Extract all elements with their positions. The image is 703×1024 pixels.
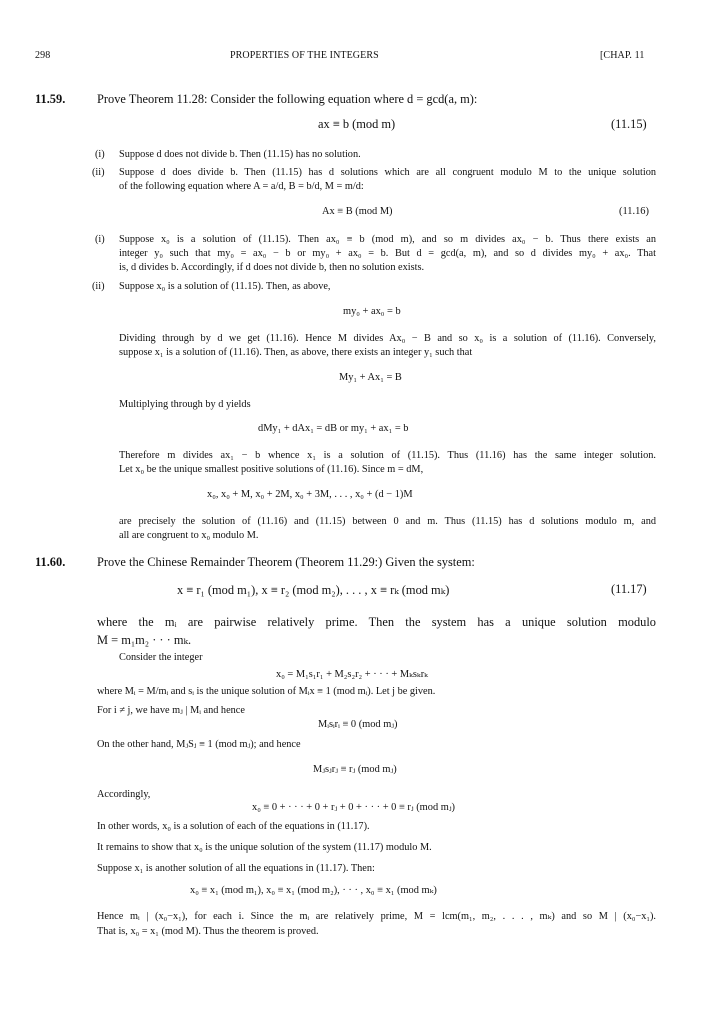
proof-text: Multiplying through by d yields xyxy=(119,399,251,410)
chapter-label: [CHAP. 11 xyxy=(600,50,645,61)
proof-text: Consider the integer xyxy=(119,652,203,663)
problem-text: where the mᵢ are pairwise relatively prime. Then the system has a unique solution modulo xyxy=(97,615,656,629)
problem-statement: Prove the Chinese Remainder Theorem (Theorem 11.29:) Given the system: xyxy=(97,555,475,569)
proof-text: Dividing through by d we get (11.16). Hence M divides Ax₀ − B and so x₀ is a solution of (11.16). Conversely, xyxy=(119,333,656,344)
equation: x₀, x₀ + M, x₀ + 2M, x₀ + 3M, . . . , x₀ + (d − 1)M xyxy=(207,489,413,500)
item-label: (i) xyxy=(95,149,105,160)
equation: My₁ + Ax₁ = B xyxy=(339,372,402,383)
proof-text: That is, x₀ = x₁ (mod M). Thus the theorem is proved. xyxy=(97,926,319,937)
proof-text: suppose x₁ is a solution of (11.16). Then, as above, there exists an integer y₁ such that xyxy=(119,347,473,358)
equation: ax ≡ b (mod m) xyxy=(318,117,396,131)
proof-text: are precisely the solution of (11.16) and (11.15) between 0 and m. Thus (11.15) has d solutions modulo m, and xyxy=(119,516,656,527)
problem-text: M = m₁m₂ · · · mₖ. xyxy=(97,633,192,647)
item-label: (ii) xyxy=(92,167,105,178)
equation: x₀ ≡ 0 + · · · + 0 + rⱼ + 0 + · · · + 0 ≡ rⱼ (mod mⱼ) xyxy=(252,802,456,813)
proof-text: Suppose x₀ is a solution of (11.15). Then, as above, xyxy=(119,281,331,292)
item-label: (i) xyxy=(95,234,105,245)
page-number: 298 xyxy=(35,50,51,61)
item-text: Suppose d does not divide b. Then (11.15) has no solution. xyxy=(119,149,361,160)
proof-text: Accordingly, xyxy=(97,789,151,800)
running-title: PROPERTIES OF THE INTEGERS xyxy=(230,50,379,61)
equation: Ax ≡ B (mod M) xyxy=(322,206,393,217)
proof-text: On the other hand, MⱼSⱼ ≡ 1 (mod mⱼ); and hence xyxy=(97,739,301,750)
proof-text: For i ≠ j, we have mⱼ | Mᵢ and hence xyxy=(97,705,245,716)
item-text: Suppose d does divide b. Then (11.15) has d solutions which are all congruent modulo M to the unique solution xyxy=(119,167,656,178)
equation: x₀ ≡ x₁ (mod m₁), x₀ ≡ x₁ (mod m₂), · · · , x₀ ≡ x₁ (mod mₖ) xyxy=(190,885,437,896)
problem-number: 11.59. xyxy=(35,92,66,106)
equation: my₀ + ax₀ = b xyxy=(343,306,401,317)
equation-label: (11.15) xyxy=(611,117,647,131)
proof-text: integer y₀ such that my₀ = ax₀ − b or my₀ + ax₀ = b. But d = gcd(a, m), and so d divides my₀ + ax₀. That xyxy=(119,248,656,259)
proof-text: In other words, x₀ is a solution of each of the equations in (11.17). xyxy=(97,821,370,832)
problem-number: 11.60. xyxy=(35,555,66,569)
proof-text: where Mᵢ = M/mᵢ and sᵢ is the unique solution of Mᵢx ≡ 1 (mod mᵢ). Let j be given. xyxy=(97,686,436,697)
equation: Mⱼsⱼrⱼ ≡ rⱼ (mod mⱼ) xyxy=(313,764,397,775)
proof-text: Let x₀ be the unique smallest positive solutions of (11.16). Since m = dM, xyxy=(119,464,424,475)
equation: dMy₁ + dAx₁ = dB or my₁ + ax₁ = b xyxy=(258,423,409,434)
proof-text: all are congruent to x₀ modulo M. xyxy=(119,530,259,541)
equation-label: (11.17) xyxy=(611,582,647,596)
item-label: (ii) xyxy=(92,281,105,292)
proof-text: Therefore m divides ax₁ − b whence x₁ is a solution of (11.15). Thus (11.16) has the same integer solution. xyxy=(119,450,656,461)
equation: Mᵢsᵢrᵢ ≡ 0 (mod mⱼ) xyxy=(318,719,398,730)
proof-text: Hence mᵢ | (x₀−x₁), for each i. Since the mᵢ are relatively prime, M = lcm(m₁, m₂, . . . , mₖ) and so M | (x₀−x₁). xyxy=(97,911,656,922)
proof-text: It remains to show that x₀ is the unique solution of the system (11.17) modulo M. xyxy=(97,842,432,853)
proof-text: is, d divides b. Accordingly, if d does not divide b, then no solution exists. xyxy=(119,262,425,273)
equation: x ≡ r₁ (mod m₁), x ≡ r₂ (mod m₂), . . . , x ≡ rₖ (mod mₖ) xyxy=(177,583,450,597)
item-text: of the following equation where A = a/d, B = b/d, M = m/d: xyxy=(119,181,364,192)
equation-label: (11.16) xyxy=(619,206,649,217)
problem-statement: Prove Theorem 11.28: Consider the following equation where d = gcd(a, m): xyxy=(97,92,478,106)
proof-text: Suppose x₀ is a solution of (11.15). Then ax₀ ≡ b (mod m), and so m divides ax₀ − b. Thus there exists an xyxy=(119,234,656,245)
equation: x₀ = M₁s₁r₁ + M₂s₂r₂ + · · · + Mₖsₖrₖ xyxy=(276,669,428,680)
proof-text: Suppose x₁ is another solution of all the equations in (11.17). Then: xyxy=(97,863,375,874)
